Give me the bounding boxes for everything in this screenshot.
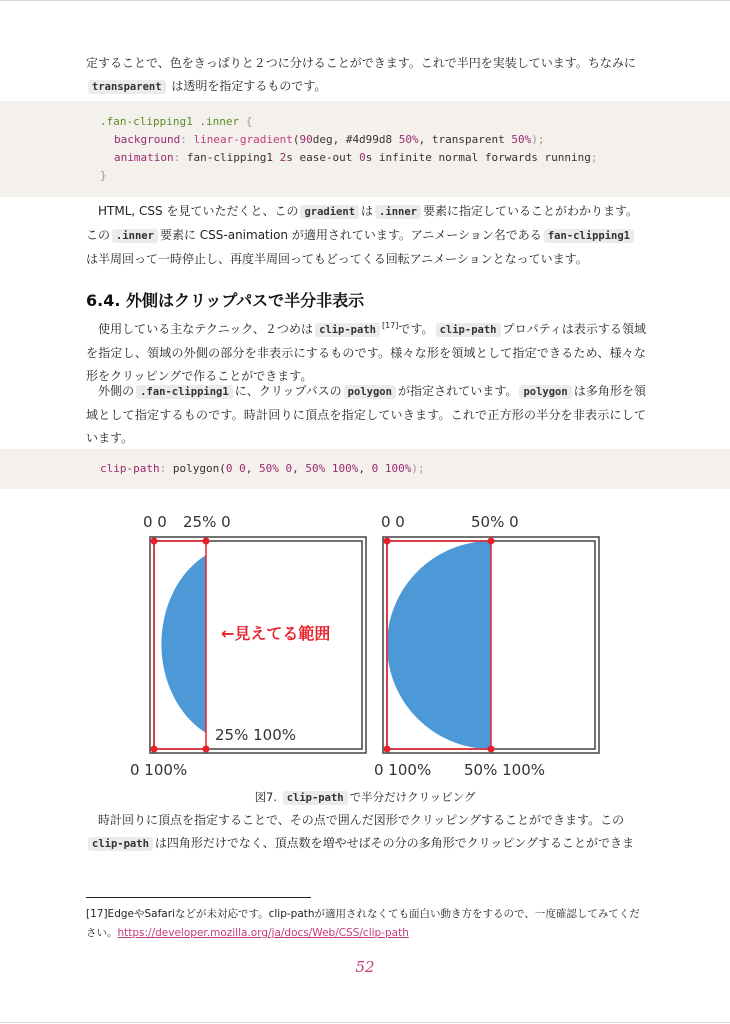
paragraph-1 — [86, 52, 646, 99]
clip-path-diagram — [125, 505, 605, 785]
left-vertex-0-0 — [151, 538, 158, 545]
figure-clip-path-diagram — [125, 505, 605, 785]
right-vertex-0-0 — [384, 538, 391, 545]
section-heading: 6.4. 外側はクリップパスで半分非表示 — [86, 291, 365, 310]
footnote-17: [17]EdgeやSafariなどが未対応です。clip-pathが適用されなくても面白い動き方をするので、一度確認してみてくだ さい。https://developer.mozilla.org/ja/docs/Web/CSS/clip-path — [86, 908, 640, 939]
inline-code-inner: .inner — [375, 205, 421, 219]
inline-code-transparent: transparent — [88, 80, 166, 94]
label-left-25-0: 25% 0 — [183, 513, 231, 531]
inline-code-fan-clipping1: .fan-clipping1 — [136, 385, 233, 399]
paragraph-2: HTML, CSS を見ていただくと、この gradient は .inner 要素に指定していることがわかります。 この .inner 要素に CSS-animation が適用されています。アニメーション名である fan-clipping1 は半周回って一時停止し、再度半周回ってもどってくる回転アニメーションとなっています。 — [86, 204, 639, 266]
right-half-circle — [387, 541, 491, 749]
figure-caption: 図7. clip-path で半分だけクリッピング — [254, 790, 476, 804]
left-vertex-25-0 — [203, 538, 210, 545]
code-line-selector: .fan-clipping1 .inner { — [100, 115, 253, 128]
right-vertex-0-100 — [384, 746, 391, 753]
left-half-circle — [161, 555, 206, 733]
inline-code-clip-path: clip-path — [283, 791, 348, 805]
code-line-animation: animation: fan-clipping1 2s ease-out 0s infinite normal forwards running; — [114, 151, 598, 164]
label-left-25-100: 25% 100% — [215, 726, 296, 744]
paragraph-text: 定することで、色をきっぱりと２つに分けることができます。これで半円を実装しています。ちなみに — [86, 56, 636, 70]
label-left-0-0: 0 0 — [143, 513, 167, 531]
page-number: 52 — [355, 958, 375, 976]
right-vertex-50-100 — [488, 746, 495, 753]
inline-code-clip-path: clip-path — [315, 323, 380, 337]
paragraph-text: は透明を指定するものです。 — [171, 79, 327, 93]
inline-code-gradient: gradient — [300, 205, 359, 219]
label-right-50-0: 50% 0 — [471, 513, 519, 531]
inline-code-clip-path: clip-path — [88, 837, 153, 851]
footnote-ref[interactable]: [17] — [381, 321, 399, 330]
paragraph-3: 使用している主なテクニック、２つめは clip-path [17]です。 clip-path プロパティは表示する領域を指定し、領域の外側の部分を非表示にするものです。様々な形を領域として指定できるため、様々な形をクリッピングで作ることができます。 — [86, 321, 647, 383]
right-vertex-50-0 — [488, 538, 495, 545]
page-bottom-rule — [0, 1022, 730, 1023]
mdn-clip-path-link[interactable]: https://developer.mozilla.org/ja/docs/Web/CSS/clip-path — [117, 927, 409, 939]
code-line-close: } — [100, 169, 107, 182]
code-line-background: background: linear-gradient(90deg, #4d99d8 50%, transparent 50%); — [114, 133, 545, 146]
left-vertex-0-100 — [151, 746, 158, 753]
label-left-0-100: 0 100% — [130, 761, 188, 779]
paragraph-5: 時計回りに頂点を指定することで、その点で囲んだ図形でクリッピングすることができます。この clip-path は四角形だけでなく、頂点数を増やせばその分の多角形でクリッピングすることができま — [86, 809, 646, 856]
page-top-rule — [0, 0, 730, 1]
inline-code-clip-path: clip-path — [436, 323, 501, 337]
footnote-divider — [86, 897, 311, 898]
inline-code-polygon: polygon — [519, 385, 571, 399]
code-block-clip-path — [0, 449, 730, 489]
inline-code-polygon: polygon — [344, 385, 396, 399]
visible-area-annotation: ←見えてる範囲 — [221, 624, 331, 643]
paragraph-4: 外側の .fan-clipping1 に、クリップパスの polygon が指定されています。 polygon は多角形を領域として指定するものです。時計回りに頂点を指定していきます。これで正方形の半分を非表示にしています。 — [86, 384, 646, 445]
label-right-0-100: 0 100% — [374, 761, 432, 779]
inline-code-fan-clipping1: fan-clipping1 — [544, 229, 634, 243]
code-line-clip-path: clip-path: polygon(0 0, 50% 0, 50% 100%, 0 100%); — [100, 462, 425, 475]
label-right-0-0: 0 0 — [381, 513, 405, 531]
left-vertex-25-100 — [203, 746, 210, 753]
code-block-fan-clipping-inner — [0, 101, 730, 197]
inline-code-inner: .inner — [112, 229, 158, 243]
label-right-50-100: 50% 100% — [464, 761, 545, 779]
